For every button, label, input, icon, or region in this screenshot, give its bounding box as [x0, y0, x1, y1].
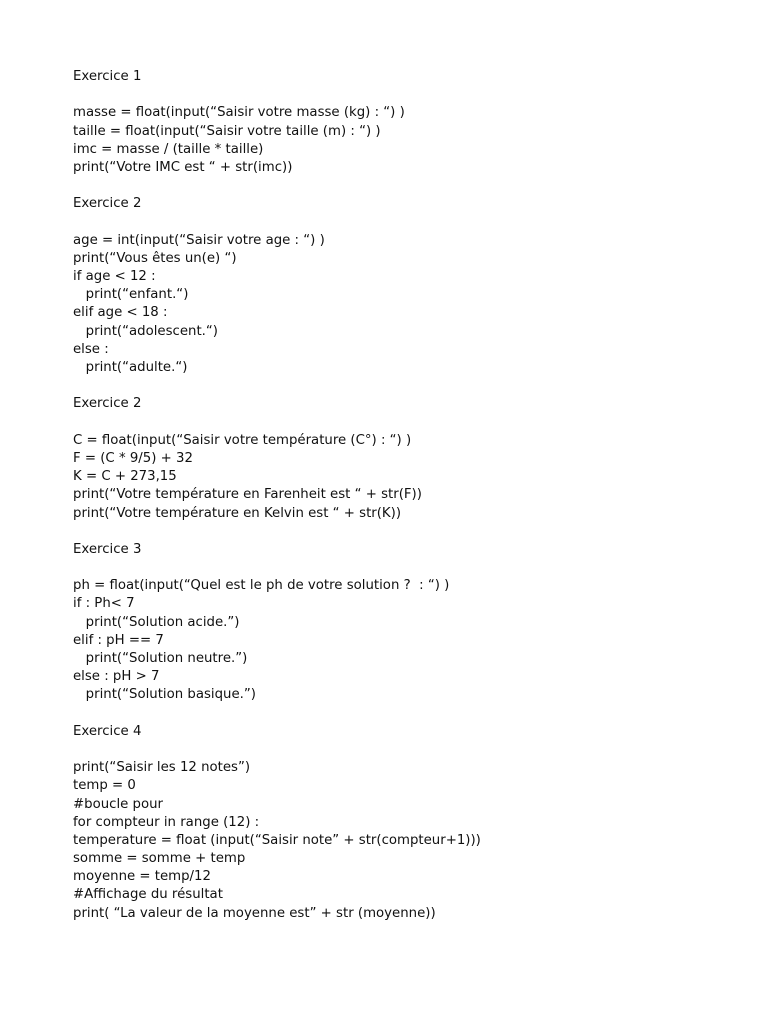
- code-line: print(“Solution neutre.”): [73, 651, 248, 666]
- code-line: temp = 0: [73, 778, 136, 794]
- code-line: masse = float(input(“Saisir votre masse (kg) : “) ): [73, 105, 405, 121]
- code-line: moyenne = temp/12: [73, 869, 211, 885]
- exercise-section: [73, 195, 733, 395]
- blank-line: [73, 559, 733, 577]
- exercise-section: [73, 68, 733, 195]
- blank-line: [73, 705, 733, 723]
- blank-line: [73, 377, 733, 395]
- blank-line: [73, 86, 733, 104]
- code-line: else : pH > 7: [73, 669, 160, 685]
- code-line: imc = masse / (taille * taille): [73, 141, 264, 157]
- code-line: C = float(input(“Saisir votre température (C°) : “) ): [73, 432, 412, 448]
- code-line: print(“adulte.“): [73, 360, 188, 375]
- code-line: #boucle pour: [73, 796, 164, 812]
- code-line: print(“Votre température en Kelvin est “ + str(K)): [73, 505, 402, 521]
- code-line: taille = float(input(“Saisir votre taille (m) : “) ): [73, 123, 381, 139]
- exercise-section: [73, 541, 733, 723]
- code-line: if : Ph< 7: [73, 596, 135, 612]
- code-line: print(“Solution basique.”): [73, 687, 256, 703]
- blank-line: [73, 741, 733, 759]
- code-line: print( “La valeur de la moyenne est” + str (moyenne)): [73, 905, 436, 921]
- code-line: print(“Vous êtes un(e) “): [73, 250, 237, 266]
- code-line: print(“Votre température en Farenheit est “ + str(F)): [73, 487, 422, 503]
- code-line: print(“enfant.“): [73, 287, 189, 303]
- code-line: somme = somme + temp: [73, 851, 246, 867]
- code-line: F = (C * 9/5) + 32: [73, 450, 193, 466]
- code-line: print(“Votre IMC est “ + str(imc)): [73, 159, 293, 175]
- exercise-heading: Exercice 3: [73, 541, 142, 557]
- code-line: for compteur in range (12) :: [73, 814, 260, 830]
- code-line: #Affichage du résultat: [73, 887, 223, 903]
- code-line: elif age < 18 :: [73, 305, 168, 321]
- code-line: else :: [73, 341, 109, 357]
- exercise-section: [73, 395, 733, 541]
- exercise-heading: Exercice 2: [73, 196, 142, 212]
- exercise-section: [73, 723, 733, 923]
- code-line: if age < 12 :: [73, 269, 156, 285]
- blank-line: [73, 214, 733, 232]
- blank-line: [73, 414, 733, 432]
- code-line: print(“adolescent.“): [73, 323, 218, 339]
- exercise-heading: Exercice 2: [73, 396, 142, 412]
- document-body: [73, 68, 733, 923]
- blank-line: [73, 523, 733, 541]
- code-line: K = C + 273,15: [73, 469, 177, 485]
- code-line: print(“Solution acide.”): [73, 614, 240, 630]
- code-line: age = int(input(“Saisir votre age : “) ): [73, 232, 325, 248]
- code-line: temperature = float (input(“Saisir note” + str(compteur+1))): [73, 832, 481, 848]
- code-line: ph = float(input(“Quel est le ph de votre solution ? : “) ): [73, 578, 450, 594]
- blank-line: [73, 177, 733, 195]
- code-line: print(“Saisir les 12 notes”): [73, 760, 251, 776]
- exercise-heading: Exercice 1: [73, 69, 142, 84]
- code-line: elif : pH == 7: [73, 632, 164, 648]
- exercise-heading: Exercice 4: [73, 723, 142, 739]
